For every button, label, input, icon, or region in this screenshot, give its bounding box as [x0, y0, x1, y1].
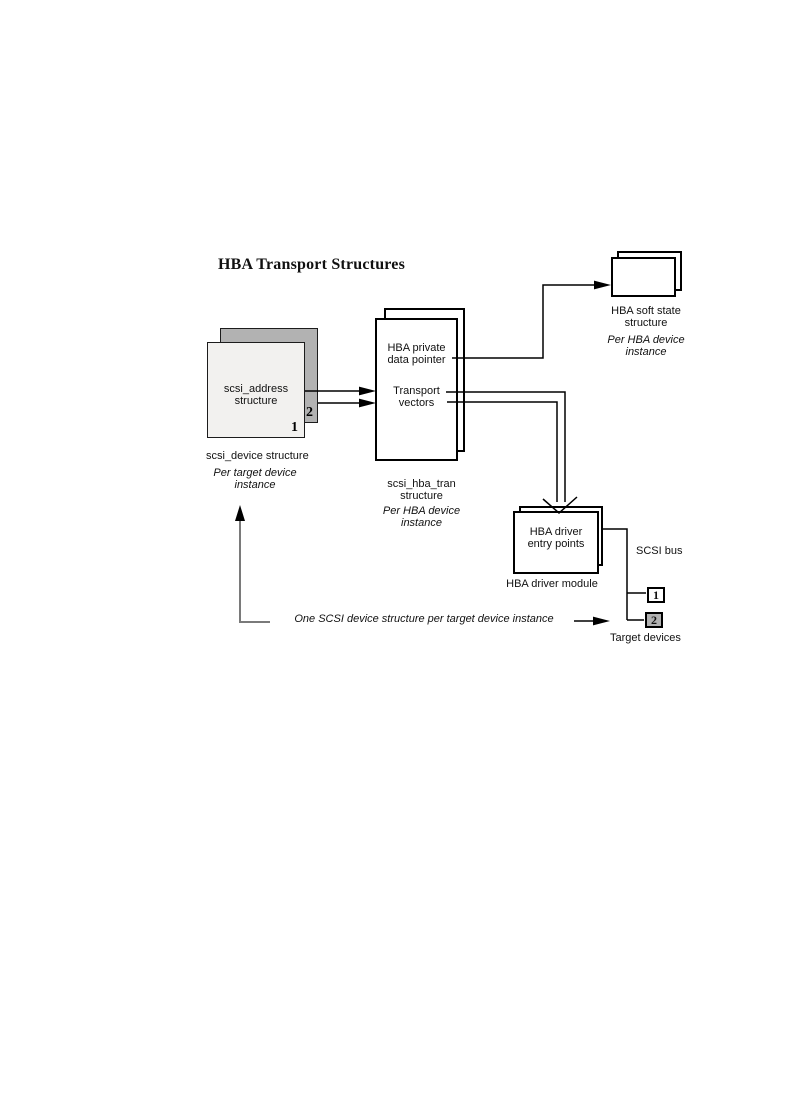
transport-vectors-field-line2: vectors [398, 396, 435, 409]
hba-driver-entry-points-line2: entry points [527, 537, 585, 550]
arrow-scsi-address2-to-tran [318, 399, 376, 408]
target-device-box-2: 2 [645, 612, 663, 628]
arrow-private-pointer-to-soft-state [452, 281, 611, 358]
hba-soft-state-box-front [611, 257, 676, 297]
annotation-text: One SCSI device structure per target device instance [294, 613, 554, 625]
scsi-address-badge-2: 2 [306, 405, 313, 420]
per-hba-device-note-tran [369, 506, 474, 529]
target-device-box-1: 1 [647, 587, 665, 603]
scsi-address-box-label [207, 384, 305, 407]
per-hba-device-note-softstate-line1: Per HBA device [607, 334, 685, 346]
hba-private-field-line2: data pointer [387, 353, 446, 366]
hba-private-data-pointer-field [375, 343, 458, 366]
scsi-hba-tran-caption-line2: structure [400, 489, 443, 502]
per-target-device-note-line1: Per target device [213, 467, 297, 479]
per-hba-device-note-softstate-line2: instance [625, 345, 667, 358]
scsi-hba-tran-caption [369, 479, 474, 502]
arrow-annotation-right [574, 617, 610, 626]
per-target-device-note-line2: instance [234, 478, 276, 491]
per-target-device-note [198, 468, 312, 491]
hba-driver-entry-points-line1: HBA driver [529, 526, 583, 538]
scsi-bus-lines [603, 529, 646, 620]
scsi-bus-label: SCSI bus [636, 545, 683, 557]
transport-vectors-field [375, 386, 458, 409]
arrow-annotation-up [235, 505, 270, 622]
per-hba-device-note-tran-line1: Per HBA device [382, 505, 461, 517]
scsi-address-box-label-line1: scsi_address [223, 383, 289, 395]
scsi-device-structure-caption: scsi_device structure [206, 450, 309, 462]
hba-soft-state-caption-line2: structure [624, 316, 668, 329]
per-hba-device-note-softstate [596, 335, 696, 358]
target-devices-caption: Target devices [610, 632, 681, 644]
hba-driver-module-caption: HBA driver module [506, 578, 598, 590]
scsi-hba-tran-caption-line1: scsi_hba_tran [387, 478, 456, 490]
per-hba-device-note-tran-line2: instance [401, 516, 442, 529]
hba-soft-state-caption [596, 306, 696, 329]
transport-vectors-field-line1: Transport [393, 385, 440, 397]
scsi-address-badge-1: 1 [291, 420, 298, 435]
hba-private-field-line1: HBA private [387, 342, 446, 354]
hba-soft-state-caption-line1: HBA soft state [611, 305, 681, 317]
scsi-address-box-label-line2: structure [234, 394, 278, 407]
diagram-title: HBA Transport Structures [218, 256, 406, 273]
hba-driver-entry-points-label [513, 527, 599, 550]
